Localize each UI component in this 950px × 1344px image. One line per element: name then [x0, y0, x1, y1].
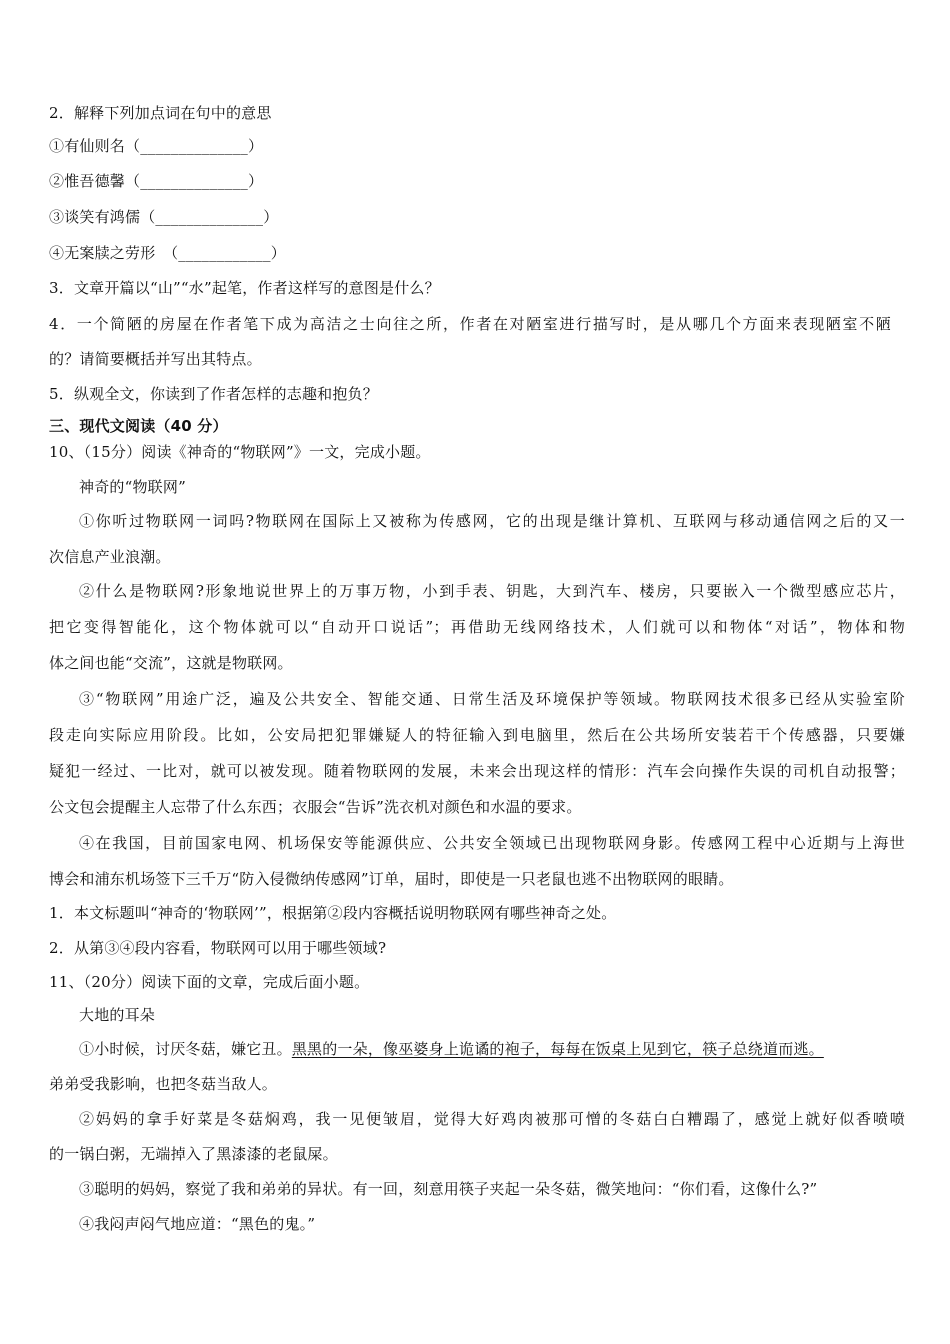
- item-11-p4: ④我闷声闷气地应道：“黑色的鬼。”: [79, 1215, 316, 1233]
- item-10-question-2: 2．从第③④段内容看，物联网可以用于哪些领域?: [49, 939, 387, 957]
- item-10-p1-line-1: ①你听过物联网一词吗?物联网在国际上又被称为传感网，它的出现是继计算机、互联网与移动通信网之后的又一: [79, 512, 905, 530]
- item-10-p4-line-2: 博会和浦东机场签下三千万“防入侵微纳传感网”订单，届时，即使是一只老鼠也逃不出物联网的眼睛。: [49, 870, 734, 888]
- item-10-p3-line-1: ③“物联网”用途广泛，遍及公共安全、智能交通、日常生活及环境保护等领域。物联网技术很多已经从实验室阶: [79, 690, 905, 708]
- item-11-p3: ③聪明的妈妈，察觉了我和弟弟的异状。有一回，刻意用筷子夹起一朵冬菇，微笑地问：“你们看，这像什么?”: [79, 1180, 818, 1198]
- item-11-p1-underlined-sentence: 黑黑的一朵，像巫婆身上诡谲的袍子，每每在饭桌上见到它，筷子总绕道而逃。: [291, 1040, 824, 1058]
- item-10-p3-line-4: 公文包会提醒主人忘带了什么东西；衣服会“告诉”洗衣机对颜色和水温的要求。: [49, 798, 582, 816]
- item-11-intro: 11、（20分）阅读下面的文章，完成后面小题。: [49, 973, 370, 991]
- question-2-item-4: ④无案牍之劳形 （____________）: [49, 244, 286, 262]
- item-10-p3-line-2: 段走向实际应用阶段。比如，公安局把犯罪嫌疑人的特征输入到电脑里，然后在公共场所安装若干个传感器，只要嫌: [49, 726, 905, 744]
- item-10-p2-line-2: 把它变得智能化，这个物体就可以“自动开口说话”；再借助无线网络技术，人们就可以和物体“对话”，物体和物: [49, 618, 905, 636]
- item-10-p2-line-3: 体之间也能“交流”，这就是物联网。: [49, 654, 293, 672]
- item-10-p4-line-1: ④在我国，目前国家电网、机场保安等能源供应、公共安全领域已出现物联网身影。传感网工程中心近期与上海世: [79, 834, 905, 852]
- item-10-p2-line-1: ②什么是物联网?形象地说世界上的万事万物，小到手表、钥匙，大到汽车、楼房，只要嵌入一个微型感应芯片，: [79, 582, 905, 600]
- item-11-article-title: 大地的耳朵: [79, 1006, 156, 1024]
- item-11-p2-line-2: 的一锅白粥，无端掉入了黑漆漆的老鼠屎。: [49, 1145, 338, 1163]
- item-11-p2-line-1: ②妈妈的拿手好菜是冬菇焖鸡，我一见便皱眉，觉得大好鸡肉被那可憎的冬菇白白糟蹋了，感觉上就好似香喷喷: [79, 1110, 905, 1128]
- question-4-line-1: 4．一个简陋的房屋在作者笔下成为高洁之士向往之所，作者在对陋室进行描写时，是从哪几个方面来表现陋室不陋: [49, 315, 891, 333]
- item-11-p1-start: ①小时候，讨厌冬菇，嫌它丑。: [79, 1040, 292, 1058]
- item-10-p1-line-2: 次信息产业浪潮。: [49, 548, 171, 566]
- item-11-p1-line-1: [79, 1038, 824, 1060]
- item-10-article-title: 神奇的“物联网”: [79, 478, 186, 496]
- item-10-intro: 10、（15分）阅读《神奇的“物联网”》一文，完成小题。: [49, 443, 431, 461]
- section-3-heading: 三、现代文阅读（40 分）: [49, 417, 228, 435]
- question-5: 5．纵观全文，你读到了作者怎样的志趣和抱负？: [49, 385, 378, 403]
- question-4-line-2: 的？请简要概括并写出其特点。: [49, 350, 262, 368]
- question-3: 3．文章开篇以“山”“水”起笔，作者这样写的意图是什么？: [49, 279, 440, 297]
- item-10-p3-line-3: 疑犯一经过、一比对，就可以被发现。随着物联网的发展，未来会出现这样的情形：汽车会向操作失误的司机自动报警；: [49, 762, 905, 780]
- question-2-item-2: ②惟吾德馨（______________）: [49, 172, 264, 190]
- question-2-item-3: ③谈笑有鸿儒（______________）: [49, 208, 279, 226]
- item-11-p1-line-2: 弟弟受我影响，也把冬菇当敌人。: [49, 1075, 278, 1093]
- question-2-item-1: ①有仙则名（______________）: [49, 137, 264, 155]
- question-2: 2．解释下列加点词在句中的意思: [49, 104, 272, 122]
- item-10-question-1: 1．本文标题叫“神奇的‘物联网’”，根据第②段内容概括说明物联网有哪些神奇之处。: [49, 904, 617, 922]
